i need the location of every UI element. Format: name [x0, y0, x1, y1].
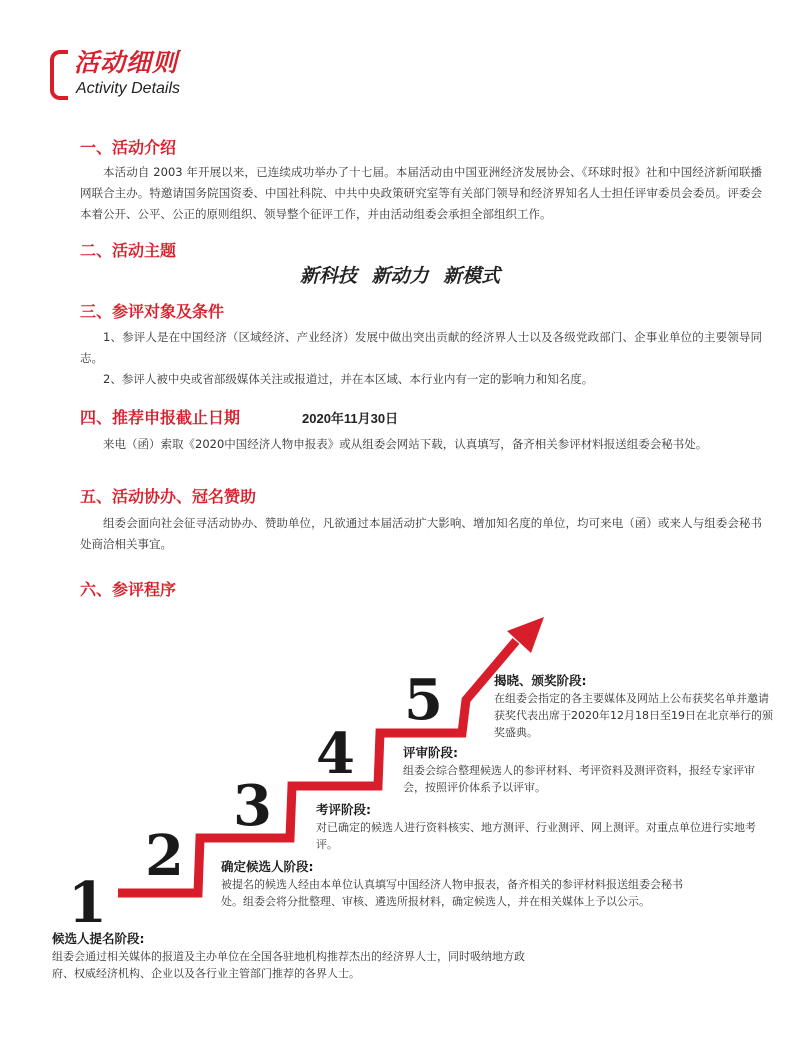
page-title: 活动细则 — [74, 48, 179, 77]
theme-slogan: 新科技 新动力 新模式 — [299, 265, 501, 287]
stage-5-title: 揭晓、颁奖阶段: — [494, 673, 587, 688]
stage-number-2: 2 — [145, 823, 184, 889]
stage-1-title: 候选人提名阶段: — [52, 931, 145, 946]
section-procedure-heading: 六、参评程序 — [80, 580, 177, 599]
section-theme-heading: 二、活动主题 — [80, 241, 177, 260]
criteria-item-1: 1、参评人是在中国经济（区域经济、产业经济）发展中做出突出贡献的经济界人士以及各级党政部门、企事业单位的主要领导同志。 — [80, 330, 762, 365]
criteria-item-2: 2、参评人被中央或省部级媒体关注或报道过，并在本区域、本行业内有一定的影响力和知名度。 — [103, 372, 594, 386]
stage-4-title: 评审阶段: — [403, 745, 458, 760]
section-criteria-heading: 三、参评对象及条件 — [80, 302, 225, 321]
stage-5-desc: 在组委会指定的各主要媒体及网站上公布获奖名单并邀请获奖代表出席于2020年12月18日至19日在北京举行的颁奖盛典。 — [494, 692, 773, 739]
stage-number-4: 4 — [316, 721, 355, 787]
sponsor-paragraph: 组委会面向社会征寻活动协办、赞助单位，凡欲通过本届活动扩大影响、增加知名度的单位，均可来电（函）或来人与组委会秘书处商洽相关事宜。 — [80, 516, 762, 551]
section-intro-heading: 一、活动介绍 — [80, 138, 177, 157]
deadline-paragraph: 来电（函）索取《2020中国经济人物申报表》或从组委会网站下载，认真填写，备齐相关参评材料报送组委会秘书处。 — [103, 437, 708, 451]
stage-number-1: 1 — [68, 870, 107, 936]
page-subtitle: Activity Details — [76, 80, 181, 97]
section-sponsor-heading: 五、活动协办、冠名赞助 — [80, 487, 257, 506]
stage-number-3: 3 — [233, 773, 272, 839]
stage-3-title: 考评阶段: — [316, 802, 371, 817]
stage-1-desc: 组委会通过相关媒体的报道及主办单位在全国各驻地机构推荐杰出的经济界人士，同时吸纳地方政府、权威经济机构、企业以及各行业主管部门推荐的各界人士。 — [52, 950, 525, 980]
stage-number-5: 5 — [404, 667, 443, 733]
section-deadline-heading: 四、推荐申报截止日期 — [80, 408, 241, 427]
stage-3-desc: 对已确定的候选人进行资料核实、地方测评、行业测评、网上测评。对重点单位进行实地考评。 — [316, 821, 756, 851]
stage-2-desc: 被提名的候选人经由本单位认真填写中国经济人物申报表，备齐相关的参评材料报送组委会秘书处。组委会将分批整理、审核、遴选所报材料，确定候选人，并在相关媒体上予以公示。 — [221, 878, 683, 908]
stage-2-title: 确定候选人阶段: — [221, 859, 314, 874]
deadline-date: 2020年11月30日 — [302, 411, 399, 426]
stage-4-desc: 组委会综合整理候选人的参评材料、考评资料及测评资料，报经专家评审会，按照评价体系予以评审。 — [403, 764, 755, 794]
intro-paragraph: 本活动自 2003 年开展以来，已连续成功举办了十七届。本届活动由中国亚洲经济发展协会、《环球时报》社和中国经济新闻联播网联合主办。特邀请国务院国资委、中国社科院、中共中央政策研究室等有关部门领导和经济界知名人士担任评审委员会委员。评委会本着公开、公平、公正的原则组织、领导整个征评工作，并由活动组委会承担全部组织工作。 — [80, 165, 762, 221]
